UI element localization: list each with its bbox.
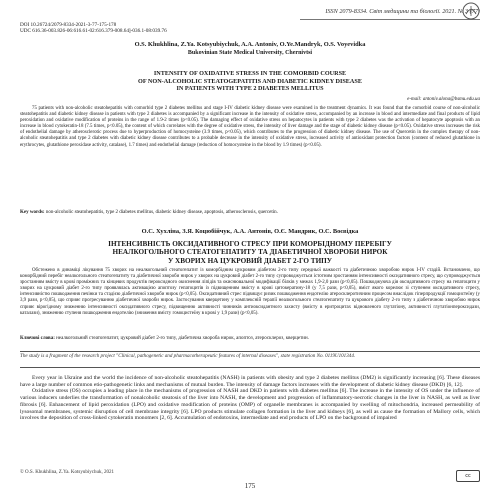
title-ua-line: У ХВОРИХ НА ЦУКРОВИЙ ДІАБЕТ 2-ГО ТИПУ: [167, 256, 333, 265]
affiliation: Bukovinian State Medical University, Chernivtsi: [187, 50, 313, 56]
keywords-en: [20, 210, 480, 216]
keywords-ua: [20, 336, 480, 342]
divider: [20, 351, 480, 352]
title-ua-line: НЕАЛКОГОЛЬНОГО СТЕАТОГЕПАТИТУ ТА ДІАБЕТИЧНОЇ ХВОРОБИ НИРОК: [112, 248, 388, 257]
udc: UDC 616.36-003.826-06:616.61-02:616.379-008.64]-036.1-08:039.76: [20, 28, 167, 35]
title-en-line: IN PATIENTS WITH TYPE 2 DIABETES MELLITUS: [176, 85, 324, 93]
authors-en: O.S. Khukhlina, Z.Ya. Kotsyubiychuk, A.A. Antoniv, O.Ye.Mandryk, O.S. Voyevidka: [134, 41, 366, 48]
title-ua-line: ІНТЕНСИВНІСТЬ ОКСИДАТИВНОГО СТРЕСУ ПРИ КОМОРБІДНОМУ ПЕРЕБІГУ: [108, 240, 392, 248]
abstract-en-text: 75 patients with non-alcoholic steatohepatitis with comorbid type 2 diabetes mellitus and stage I-IV diabetic kidney disease were examined in the treatment dynamics. It was found that the comorbid course of non-alcoholic steatohepatitis and diabetic kidney disease in patients with type 2 diabetes is accompanied by a significant increase in the intensity of oxidative stress, accompanied by an increase in blood and intermediate and final products of lipid peroxidation and oxidative modification of proteins in the range of 1.9-2 times (p<0.05). The damaging effect of oxidative stress on hepatocytes in patients with type 2 diabetes was the activation of hepatocyte apoptosis with an increase in blood cytokeratin-18 (7.5 times, p<0.05), the content of which correlates with the degree of oxidative stress, the intensity of liver damage and the stage of diabetic kidney disease (p<0.05). Oxidative stress increases the risk of endothelial damage by atherosclerotic process due to hyperproduction of homocysteine (3.9 times, p<0.05), which contributes to the progression of diabetic kidney disease. The use of Quercetin in the complex therapy of non-alcoholic steatohepatitis and type 2 diabetes with diabetic kidney disease contributes to a probable decrease in the intensity of oxidative stress, increased activity of antioxidant protection factors (content of reduced glutathione in erythrocytes, glutathione peroxidase activity, catalase), 1.7 times) and endothelial damage (reduction of homocysteine in the blood by 1.9 times) (p<0.05).: [20, 106, 480, 148]
title-en-line: INTENSITY OF OXIDATIVE STRESS IN THE COMORBID COURSE: [153, 70, 347, 77]
abstract-ua: [20, 268, 480, 317]
journal-header: ISSN 2079-8334. Світ медицини та біології. 2021. № 3 (77): [300, 6, 480, 20]
page-number: 175: [244, 482, 256, 490]
body-paragraph: Oxidative stress (OS) occupies a leading place in the mechanisms of progression of NASH and DKD in patients with diabetes mellitus [6]. The increase in the intensity of OS under the influence of various inducers underlies the transformation of nonalcoholic steatosis of the liver into NASH, the development and progression of inflammatory-necrotic changes in the liver in NASH, as well as liver fibrosis [6]. Enhancement of lipid peroxidation (LPO) and oxidative modification of proteins (OMP) of organelle membranes is accompanied by swelling of mitochondria, increased permeability of lysosomal membranes, systemic disruption of cell membrane integrity [6]. LPO products stimulate collagen formation in the liver and kidneys [6], as well as cause the formation of Mallory cells, which involves the deposition of cross-linked cytokeratin monomers [2, 6]. Accumulation of endotoxins, intermediate and end products of LPO on the background of impaired: [20, 388, 480, 422]
doi: DOI 10.26724/2079-8334-2021-3-77-175-178: [20, 22, 117, 28]
copyright: © O.S. Khukhlina, Z.Ya. Kotsyubiychuk, 2021: [20, 470, 114, 475]
article-meta: [20, 22, 480, 35]
contact-email: e-mail: antoniv.alona@bsmu.edu.ua: [407, 97, 480, 102]
title-en: [40, 70, 460, 93]
title-ua: [90, 240, 410, 265]
abstract-ua-text: Обстежено в динаміці лікування 75 хворих на неалкогольний стеатогепатит із коморбідним цукровим діабетом 2-го типу середньої важкості та діабетичною хворобою нирок I-IV стадій. Встановлено, що коморбідний перебіг неалкогольного стеатогепатиту та діабетичної хвороби нирок у хворих на цукровий діабет 2-го типу супроводжується істотним зростанням інтенсивності оксидативного стресу, що супроводжується зростанням вмісту в крові проміжних та кінцевих продуктів пероксидного окиснення ліпідів та окиснювальної модифікації білків у межах 1,9-2,0 рази (р<0,05). Пошкоджуюча дія оксидативного стресу на гепатоцити у хворих на цукровий діабет 2-го типу проявлялась активацією апоптозу гепатоцитів із підвищенням вмісту в крові цитокератину-18 (у 7,5 рази, р<0,05), вміст якого корелює зі ступенем оксидативного стресу, інтенсивністю пошкодження печінки та стадією діабетичної хвороби нирок (р<0,05). Оксидативний стрес підвищує ризик пошкодження ендотелію атеросклеротичним процесом внаслідок гіперпродукції гомоцистеїну (у 3,9 рази, р<0,05), що сприяє прогресуванню діабетичної хвороби нирок. Застосування кверцетину у комплексній терапії неалкогольного стеатогепатиту та цукрового діабету 2-го типу з діабетичною хворобою нирок сприяє вірогідному зниженню інтенсивності оксидативного стресу, підвищенню активності чинників антиоксидантного захисту (вмісту в еритроцитах відновленого глутатіону, активності глутатіонпероксидази, каталази), зниженню ступеня пошкодження ендотелію (зниження вмісту гомоцистеїну в крові у 1,9 рази) (р<0,05).: [20, 268, 480, 316]
funding-footnote: The study is a fragment of the research project "Clinical, pathogenetic and pharmacotherapeutic features of internal diseases", state registration No. 0119U101344.: [20, 353, 356, 359]
article-body: [20, 375, 480, 422]
keywords-ua-text: неалкогольний стеатогепатит, цукровий діабет 2-го типу, діабетична хвороба нирок, апоптоз, атеросклероз, кверцетин.: [56, 336, 309, 341]
keywords-en-label: Key words:: [20, 210, 45, 215]
cc-license-icon: cc: [456, 470, 480, 482]
authors-ua: О.С. Хухліна, З.Я. Коцюбійчук, А.А. Антонів, О.Є. Мандрик, О.С. Воєвідка: [141, 228, 359, 235]
journal-logo-icon: [462, 2, 480, 20]
keywords-en-text: non-alcoholic steatohepatitis, type 2 diabetes mellitus, diabetic kidney disease, apoptosis, atherosclerosis, quercetin.: [45, 210, 278, 215]
keywords-ua-label: Ключові слова:: [20, 336, 55, 341]
title-en-line: OF NON-ALCOHOLIC STEATOGEPATITIS AND DIABETIC KIDNEY DISEASE: [138, 77, 362, 85]
abstract-en: [20, 106, 480, 149]
page-footer: [20, 470, 480, 492]
body-paragraph: Every year in Ukraine and the world the incidence of non-alcoholic steatohepatitis (NASH) in patients with obesity and type 2 diabetes mellitus (DM2) is significantly increasing [6]. These diseases have a large number of common etio-pathogenetic links and mechanisms of mutual burden. The intensity of damage factors increases with the development of diabetic kidney disease (DKD) [6, 12].: [20, 375, 480, 388]
divider: [20, 367, 480, 368]
